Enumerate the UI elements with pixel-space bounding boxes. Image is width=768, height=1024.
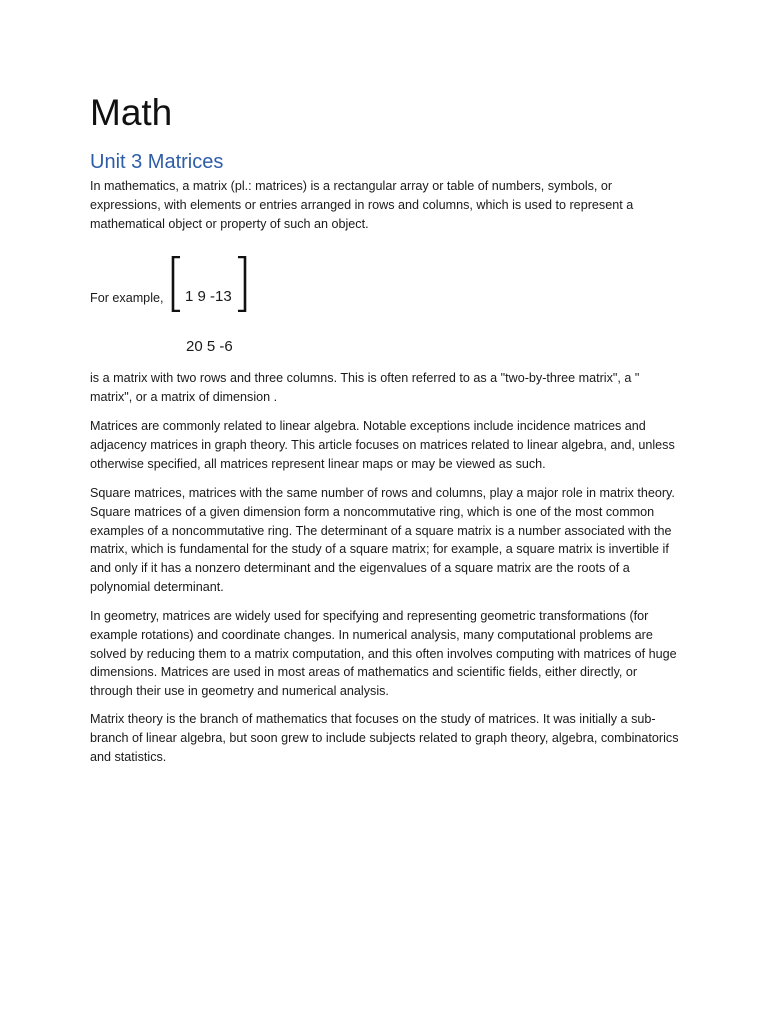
document-title: Math <box>90 92 173 133</box>
matrix-row: 20 5 -6 <box>186 338 233 355</box>
example-label: For example, <box>90 291 164 305</box>
intro-paragraph: In mathematics, a matrix (pl.: matrices) is a rectangular array or table of numbers, symbols, or expressions, with elements or entries arranged in rows and columns, which is used to represent a mathematical object or property of such an object. <box>90 179 634 231</box>
section-heading: Unit 3 Matrices <box>90 151 224 173</box>
matrix-description-paragraph: is a matrix with two rows and three columns. This is often referred to as a "two-by-three matrix", a " matrix", or a matrix of dimension . <box>90 371 640 404</box>
square-matrices-paragraph: Square matrices, matrices with the same number of rows and columns, play a major role in matrix theory. Square matrices of a given dimension form a noncommutative ring, which is one of the most common examples of a noncommutative ring. The determinant of a square matrix is a number associated with the matrix, which is fundamental for the study of a square matrix; for example, a square matrix is invertible if and only if it has a nonzero determinant and the eigenvalues of a square matrix are the roots of a polynomial determinant. <box>90 486 675 594</box>
geometry-paragraph: In geometry, matrices are widely used for specifying and representing geometric transformations (for example rotations) and coordinate changes. In numerical analysis, many computational problems are solved by reducing them to a matrix computation, and this often involves computing with matrices of huge dimensions. Matrices are used in most areas of mathematics and scientific fields, either directly, or through their use in geometry and numerical analysis. <box>90 609 677 699</box>
matrix-right-bracket <box>236 256 248 312</box>
matrix-row: 1 9 -13 <box>185 288 232 305</box>
linear-algebra-paragraph: Matrices are commonly related to linear algebra. Notable exceptions include incidence matrices and adjacency matrices in graph theory. This article focuses on matrices related to linear algebra, and, unless otherwise specified, all matrices represent linear maps or may be viewed as such. <box>90 419 675 471</box>
matrix-theory-paragraph: Matrix theory is the branch of mathematics that focuses on the study of matrices. It was initially a sub-branch of linear algebra, but soon grew to include subjects related to graph theory, algebra, combinatorics and statistics. <box>90 712 679 764</box>
matrix-left-bracket <box>170 256 182 312</box>
